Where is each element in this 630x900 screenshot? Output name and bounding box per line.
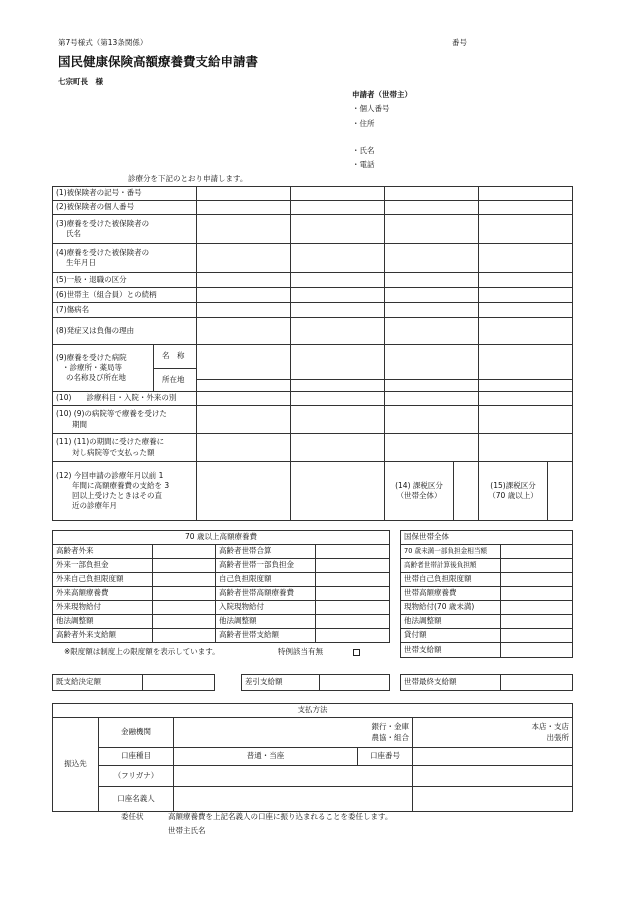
input-cell[interactable]	[316, 545, 390, 559]
input-cell[interactable]	[153, 601, 216, 615]
input-cell[interactable]	[291, 392, 385, 406]
balance-input[interactable]	[320, 675, 390, 691]
input-cell[interactable]	[501, 601, 573, 615]
account-holder-label: 口座名義人	[99, 787, 174, 812]
input-cell[interactable]	[197, 288, 291, 303]
table-row	[242, 675, 390, 691]
applicant-individual-number-label: ・個人番号	[352, 104, 390, 113]
table-row	[53, 288, 573, 303]
input-cell[interactable]	[479, 244, 573, 273]
input-cell[interactable]	[197, 406, 291, 434]
household-final-input[interactable]	[501, 675, 573, 691]
household-row-label: 高齢者世帯計算後負担額	[401, 559, 501, 573]
input-cell[interactable]	[385, 187, 479, 201]
input-cell[interactable]	[197, 187, 291, 201]
tax-class-elderly-label: (15)課税区分	[490, 480, 536, 490]
table-row	[53, 615, 390, 629]
input-cell[interactable]	[291, 462, 385, 521]
branch-type[interactable]	[413, 718, 573, 748]
elderly-right-label: 自己負担限度額	[216, 573, 316, 587]
institution-label: 金融機関	[99, 718, 174, 748]
elderly-left-label: 外来高額療養費	[53, 587, 153, 601]
elderly-right-label: 入院現物給付	[216, 601, 316, 615]
input-cell[interactable]	[153, 629, 216, 643]
input-cell[interactable]	[174, 776, 413, 787]
table-row	[401, 615, 573, 629]
input-cell[interactable]	[479, 345, 573, 392]
input-cell[interactable]	[291, 273, 385, 288]
input-cell[interactable]	[479, 406, 573, 434]
input-cell[interactable]	[385, 434, 479, 462]
label-line: 近の診療年月	[72, 501, 117, 511]
row-label-treatment-period	[53, 406, 197, 434]
table-row	[53, 244, 573, 273]
input-cell[interactable]	[501, 587, 573, 601]
input-cell[interactable]	[291, 303, 385, 318]
input-cell[interactable]	[501, 559, 573, 573]
input-cell[interactable]	[479, 434, 573, 462]
input-cell[interactable]	[385, 303, 479, 318]
input-cell[interactable]	[174, 766, 413, 776]
input-cell[interactable]	[291, 434, 385, 462]
table-row	[53, 215, 573, 244]
row-label-patient-name	[53, 215, 197, 244]
row-label-amount-paid	[53, 434, 197, 462]
paid-decided-box	[52, 674, 215, 691]
payment-heading: 支払方法	[53, 704, 573, 718]
elderly-right-label: 他法調整額	[216, 615, 316, 629]
label-line: (12) 今回申請の診療年月以前 1	[56, 470, 164, 480]
table-row	[53, 462, 573, 521]
table-row	[53, 201, 573, 215]
household-row-label: 世帯高額療養費	[401, 587, 501, 601]
special-case-label: 特例該当有無	[278, 647, 323, 656]
row-label-disease: (7)傷病名	[53, 303, 197, 318]
tax-class-elderly-input[interactable]	[547, 462, 572, 520]
elderly-right-label: 高齢者世帯支給額	[216, 629, 316, 643]
transfer-to-label: 振込先	[53, 718, 99, 812]
row-label-hospital	[53, 345, 197, 392]
signature-label: 世帯主氏名	[168, 826, 206, 835]
applicant-address-label: ・住所	[352, 119, 375, 128]
elderly-right-label: 高齢者世帯合算	[216, 545, 316, 559]
label-line: (3)療養を受けた被保険者の	[56, 218, 150, 228]
balance-label: 差引支給額	[242, 675, 320, 691]
table-row	[53, 531, 390, 545]
table-row	[53, 766, 573, 776]
account-type-label: 口座種目	[99, 748, 174, 766]
input-cell[interactable]	[316, 587, 390, 601]
elderly-left-label: 外来現物給付	[53, 601, 153, 615]
input-cell[interactable]	[479, 215, 573, 244]
table-row	[401, 629, 573, 643]
label-line: 年間に高額療養費の支給を 3	[72, 480, 170, 490]
label-line: (9)療養を受けた病院	[56, 352, 127, 362]
label-line: 期間	[72, 419, 87, 429]
balance-box	[241, 674, 390, 691]
label-line: ・診療所・薬局等	[62, 362, 122, 372]
table-row	[53, 748, 573, 766]
input-cell[interactable]	[153, 587, 216, 601]
tax-class-household-label: (14) 課税区分	[395, 480, 443, 490]
label-line: (4)療養を受けた被保険者の	[56, 247, 150, 257]
input-cell[interactable]	[385, 392, 479, 406]
table-row	[53, 345, 573, 392]
input-cell[interactable]	[197, 462, 291, 521]
tax-class-elderly-sub: （70 歳以上）	[488, 491, 538, 500]
household-row-label: 世帯自己負担限度額	[401, 573, 501, 587]
elderly-right-label: 高齢者世帯一部負担金	[216, 559, 316, 573]
table-row	[53, 434, 573, 462]
applicant-name-label: ・氏名	[352, 146, 375, 155]
row-label-insured-individual-number: (2)被保険者の個人番号	[53, 201, 197, 215]
hospital-name-label: 名 称	[154, 345, 196, 369]
input-cell[interactable]	[316, 629, 390, 643]
table-row	[53, 318, 573, 345]
input-cell[interactable]	[479, 187, 573, 201]
table-row	[53, 406, 573, 434]
household-heading: 国保世帯全体	[401, 531, 573, 545]
table-row	[401, 675, 573, 691]
elderly-table	[52, 530, 390, 643]
input-cell[interactable]	[197, 434, 291, 462]
table-row	[401, 531, 573, 545]
table-row	[401, 601, 573, 615]
table-row	[401, 587, 573, 601]
table-row	[53, 718, 573, 748]
input-cell[interactable]	[197, 215, 291, 244]
input-cell[interactable]	[197, 273, 291, 288]
input-cell[interactable]	[316, 559, 390, 573]
household-row-label: 他法調整額	[401, 615, 501, 629]
paid-decided-input[interactable]	[143, 675, 215, 691]
label-line: の名称及び所在地	[66, 373, 126, 383]
input-cell[interactable]	[291, 345, 385, 392]
elderly-right-label: 高齢者世帯高額療養費	[216, 587, 316, 601]
input-cell[interactable]	[479, 392, 573, 406]
input-cell[interactable]	[291, 318, 385, 345]
elderly-left-label: 他法調整額	[53, 615, 153, 629]
household-final-label: 世帯最終支給額	[401, 675, 501, 691]
input-cell[interactable]	[501, 573, 573, 587]
input-cell[interactable]	[316, 573, 390, 587]
table-row	[53, 601, 390, 615]
input-cell[interactable]	[479, 303, 573, 318]
input-cell[interactable]	[291, 201, 385, 215]
elderly-left-label: 外来自己負担限度額	[53, 573, 153, 587]
table-row	[53, 303, 573, 318]
input-cell[interactable]	[197, 318, 291, 345]
row-label-insured-number: (1)被保険者の記号・番号	[53, 187, 197, 201]
input-cell[interactable]	[385, 273, 479, 288]
form-number: 第7号様式（第13条関係）	[58, 38, 148, 47]
delegation-label: 委任状	[121, 812, 144, 821]
input-cell[interactable]	[413, 776, 573, 787]
input-cell[interactable]	[385, 318, 479, 345]
input-cell[interactable]	[385, 345, 479, 392]
delegation-text: 高額療養費を上記名義人の口座に振り込まれることを委任します。	[168, 812, 393, 821]
input-cell[interactable]	[291, 215, 385, 244]
input-cell[interactable]	[197, 303, 291, 318]
applicant-heading: 申請者（世帯主）	[352, 90, 412, 99]
row-label-previous-claims	[53, 462, 197, 521]
input-cell[interactable]	[501, 615, 573, 629]
request-text: 診療分を下記のとおり申請します。	[128, 174, 248, 183]
furigana-label: （フリガナ）	[99, 766, 174, 787]
label-line: 対し病院等で支払った額	[72, 447, 155, 457]
tax-class-household-sub: （世帯全体）	[396, 491, 442, 500]
bank-type[interactable]	[174, 718, 413, 748]
tax-class-elderly	[479, 462, 573, 521]
input-cell[interactable]	[153, 615, 216, 629]
household-final-box	[400, 674, 573, 691]
input-cell[interactable]	[501, 629, 573, 643]
household-row-label: 現物給付(70 歳未満)	[401, 601, 501, 615]
bank-type-line: 銀行・金庫	[371, 722, 409, 732]
input-cell[interactable]	[385, 215, 479, 244]
input-cell[interactable]	[316, 601, 390, 615]
branch-type-line: 出張所	[546, 732, 570, 742]
elderly-left-label: 外来一部負担金	[53, 559, 153, 573]
row-label-general-retired: (5)一般・退職の区分	[53, 273, 197, 288]
account-number-label: 口座番号	[358, 748, 413, 766]
label-line: (10) (9)の病院等で療養を受けた	[56, 409, 167, 419]
paid-decided-label: 既支給決定額	[53, 675, 143, 691]
input-cell[interactable]	[153, 545, 216, 559]
table-row	[53, 704, 573, 718]
table-row	[53, 392, 573, 406]
payment-table	[52, 703, 573, 812]
row-label-relationship: (6)世帯主（組合員）との続柄	[53, 288, 197, 303]
table-row	[53, 545, 390, 559]
elderly-left-label: 高齢者外来支給額	[53, 629, 153, 643]
table-row	[53, 787, 573, 812]
branch-type-line: 本店・支店	[531, 722, 570, 732]
input-cell[interactable]	[479, 288, 573, 303]
tax-class-household	[385, 462, 479, 521]
account-holder-input[interactable]	[174, 787, 413, 812]
label-line: 回以上受けたときはその直	[72, 491, 162, 500]
input-cell[interactable]	[197, 201, 291, 215]
input-cell[interactable]	[153, 573, 216, 587]
household-table	[400, 530, 573, 658]
table-row	[53, 273, 573, 288]
page-title: 国民健康保険高額療養費支給申請書	[58, 54, 259, 69]
table-row	[401, 643, 573, 658]
input-cell[interactable]	[291, 406, 385, 434]
table-row	[53, 587, 390, 601]
input-cell[interactable]	[413, 766, 573, 776]
label-line: 氏名	[66, 229, 81, 238]
table-row	[53, 675, 215, 691]
table-row	[53, 573, 390, 587]
input-cell[interactable]	[413, 787, 573, 812]
applicant-phone-label: ・電話	[352, 160, 375, 169]
input-cell[interactable]	[316, 615, 390, 629]
input-cell[interactable]	[197, 244, 291, 273]
household-row-label: 70 歳未満一部負担金相当額	[401, 545, 501, 559]
input-cell[interactable]	[501, 545, 573, 559]
hospital-label	[53, 345, 153, 391]
input-cell[interactable]	[291, 244, 385, 273]
table-row	[401, 545, 573, 559]
account-number-input[interactable]	[413, 748, 573, 766]
household-row-label: 貸付額	[401, 629, 501, 643]
label-line: (11) (11)の期間に受けた療養に	[56, 437, 165, 447]
elderly-left-label: 高齢者外来	[53, 545, 153, 559]
input-cell[interactable]	[501, 643, 573, 658]
input-cell[interactable]	[385, 288, 479, 303]
tax-class-household-input[interactable]	[453, 462, 478, 520]
addressee: 七宗町長 様	[58, 77, 103, 86]
label-line: 生年月日	[66, 258, 96, 267]
hospital-location-label: 所在地	[162, 374, 185, 384]
input-cell[interactable]	[479, 273, 573, 288]
elderly-heading: 70 歳以上高額療養費	[53, 531, 390, 545]
number-label: 番号	[452, 38, 467, 47]
table-row	[53, 629, 390, 643]
input-cell[interactable]	[385, 201, 479, 215]
table-row	[53, 559, 390, 573]
input-cell[interactable]	[291, 288, 385, 303]
input-cell[interactable]	[479, 318, 573, 345]
input-cell[interactable]	[153, 559, 216, 573]
input-cell[interactable]	[385, 406, 479, 434]
row-label-cause: (8)発症又は負傷の理由	[53, 318, 197, 345]
input-cell[interactable]	[385, 244, 479, 273]
claim-table	[52, 186, 573, 521]
table-row	[401, 559, 573, 573]
bank-type-line: 農協・組合	[371, 732, 409, 742]
input-cell[interactable]	[291, 187, 385, 201]
row-label-department: (10) 診療科目・入院・外来の別	[53, 392, 197, 406]
account-type-value[interactable]: 普通・当座	[174, 748, 358, 766]
limit-note: ※限度額は制度上の限度額を表示しています。	[64, 647, 220, 656]
household-row-label: 世帯支給額	[401, 643, 501, 658]
table-row	[53, 187, 573, 201]
input-cell[interactable]	[479, 201, 573, 215]
special-case-checkbox[interactable]	[353, 649, 360, 656]
table-row	[401, 573, 573, 587]
input-cell[interactable]	[197, 345, 291, 392]
row-label-patient-birthdate	[53, 244, 197, 273]
input-cell[interactable]	[197, 392, 291, 406]
